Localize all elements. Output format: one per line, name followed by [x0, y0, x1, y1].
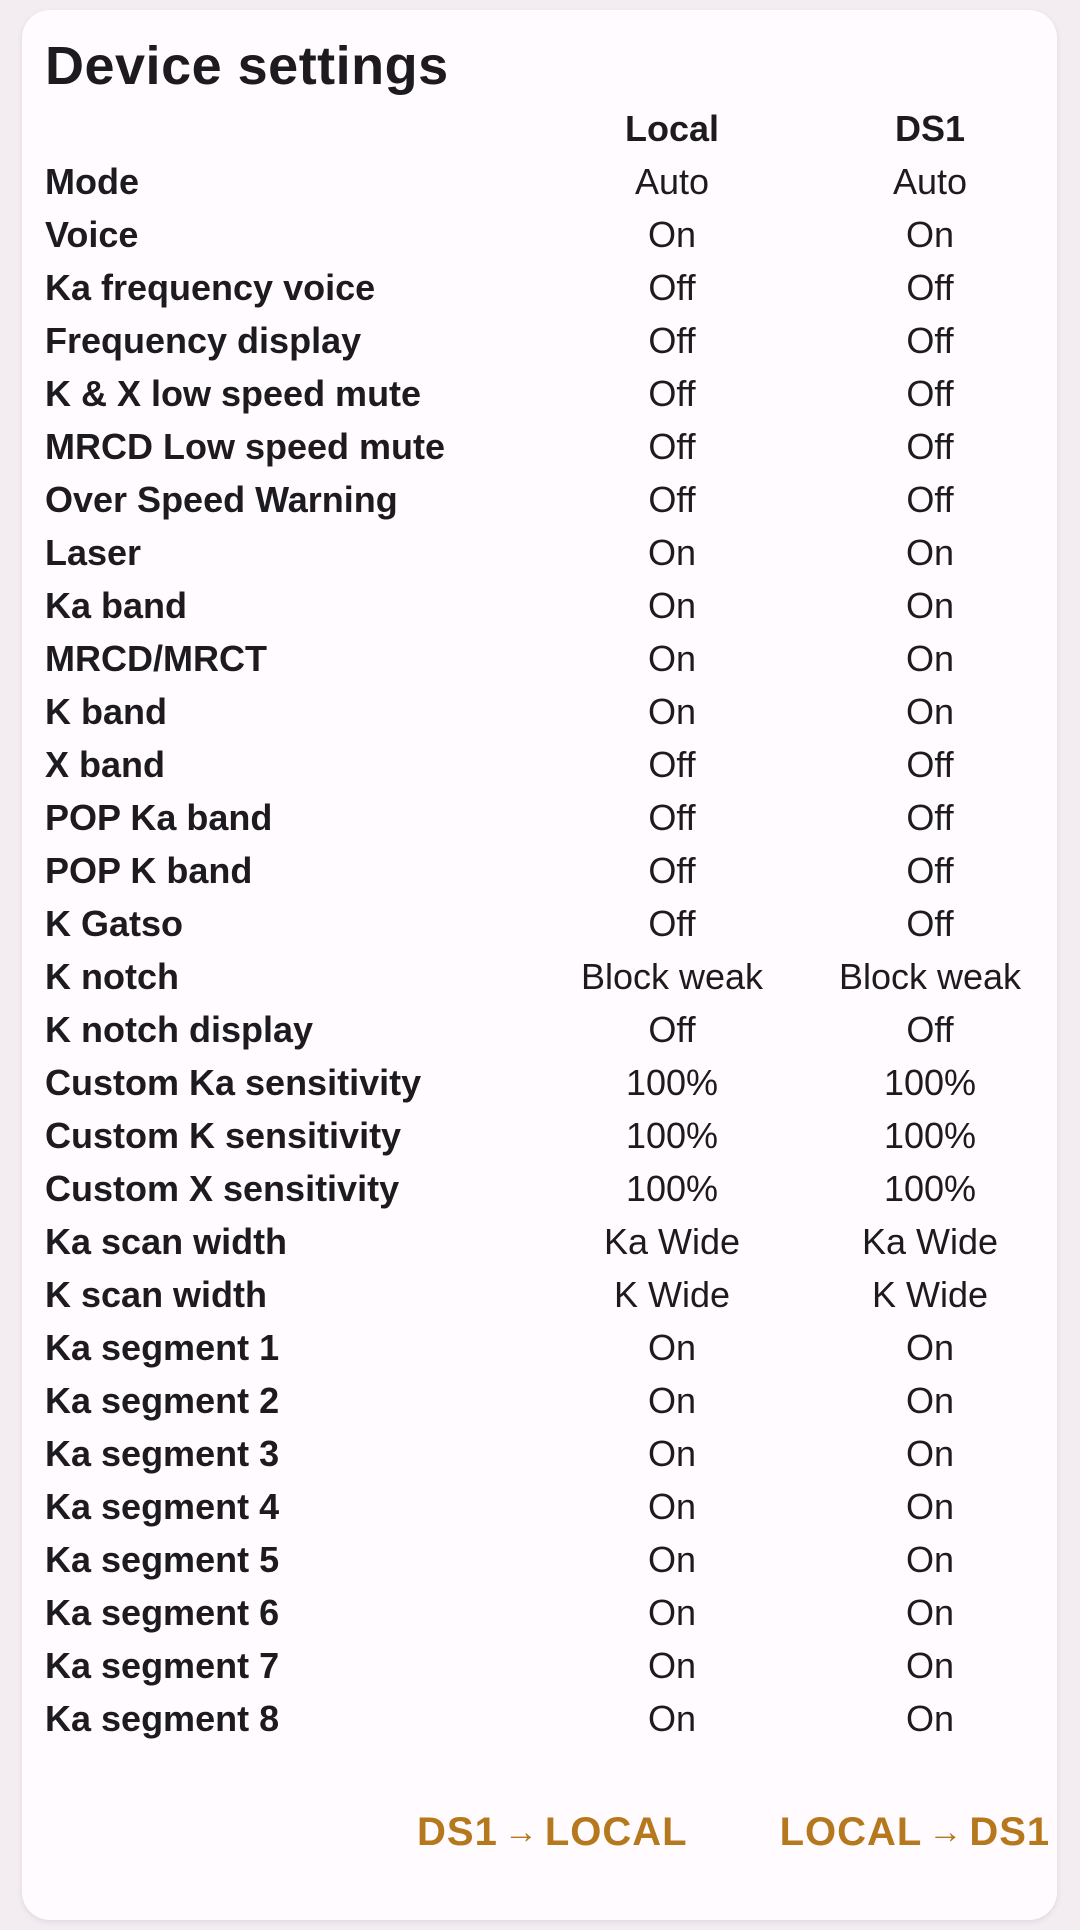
settings-row: [22, 1162, 1057, 1215]
setting-value-ds1: Block weak: [838, 956, 1022, 997]
page-title: Device settings: [45, 36, 449, 96]
setting-label: Custom Ka sensitivity: [45, 1062, 422, 1103]
copy-ds1-to-local-button[interactable]: [417, 1806, 688, 1861]
setting-label: Ka segment 6: [45, 1592, 280, 1633]
settings-row: [22, 1480, 1057, 1533]
setting-value-local: On: [647, 1327, 697, 1368]
setting-label: K notch: [45, 956, 179, 997]
setting-label: Ka segment 1: [45, 1327, 280, 1368]
setting-value-local: Auto: [634, 161, 710, 202]
setting-label: Ka frequency voice: [45, 267, 376, 308]
settings-row: [22, 738, 1057, 791]
setting-label: Ka segment 4: [45, 1486, 280, 1527]
setting-value-local: Off: [648, 797, 696, 838]
setting-value-ds1: On: [905, 1539, 955, 1580]
setting-value-local: 100%: [625, 1168, 719, 1209]
setting-value-ds1: On: [905, 214, 955, 255]
settings-row: [22, 526, 1057, 579]
setting-value-local: On: [647, 1592, 697, 1633]
settings-row: [22, 897, 1057, 950]
setting-label: Ka segment 3: [45, 1433, 280, 1474]
setting-label: X band: [45, 744, 166, 785]
setting-label: Ka segment 5: [45, 1539, 280, 1580]
setting-value-ds1: On: [905, 1592, 955, 1633]
setting-value-local: On: [647, 1698, 697, 1739]
setting-value-local: 100%: [625, 1115, 719, 1156]
setting-value-ds1: Off: [906, 373, 954, 414]
setting-value-local: On: [647, 532, 697, 573]
setting-value-ds1: Auto: [892, 161, 968, 202]
column-header-local: Local: [624, 108, 720, 149]
setting-value-local: Off: [648, 903, 696, 944]
settings-row: [22, 1374, 1057, 1427]
settings-row: [22, 1003, 1057, 1056]
setting-value-local: Block weak: [580, 956, 764, 997]
setting-value-ds1: Off: [906, 267, 954, 308]
copy-ds1-to-local-to-label: LOCAL: [544, 1810, 688, 1854]
setting-value-ds1: On: [905, 1486, 955, 1527]
setting-value-local: K Wide: [613, 1274, 731, 1315]
setting-value-local: On: [647, 1380, 697, 1421]
right-arrow-icon: →: [928, 1813, 964, 1851]
settings-row: [22, 420, 1057, 473]
setting-value-ds1: Off: [906, 744, 954, 785]
setting-value-ds1: 100%: [883, 1115, 977, 1156]
setting-value-ds1: On: [905, 1327, 955, 1368]
copy-ds1-to-local-from-label: DS1: [417, 1810, 498, 1854]
setting-value-ds1: Off: [906, 479, 954, 520]
settings-row: [22, 1109, 1057, 1162]
setting-value-local: On: [647, 1645, 697, 1686]
settings-row: [22, 579, 1057, 632]
settings-row: [22, 1639, 1057, 1692]
setting-value-local: Off: [648, 1009, 696, 1050]
settings-row: [22, 155, 1057, 208]
settings-row: [22, 1056, 1057, 1109]
setting-value-local: Off: [648, 267, 696, 308]
setting-value-ds1: On: [905, 1698, 955, 1739]
setting-label: Custom X sensitivity: [45, 1168, 400, 1209]
setting-value-local: On: [647, 1433, 697, 1474]
setting-label: Voice: [45, 214, 139, 255]
setting-label: MRCD Low speed mute: [45, 426, 446, 467]
setting-label: K Gatso: [45, 903, 184, 944]
setting-label: Laser: [45, 532, 142, 573]
setting-value-ds1: Off: [906, 320, 954, 361]
right-arrow-icon: →: [503, 1813, 539, 1851]
setting-value-local: On: [647, 585, 697, 626]
setting-value-local: Off: [648, 426, 696, 467]
settings-row: [22, 1692, 1057, 1745]
settings-row: [22, 1215, 1057, 1268]
settings-row: [22, 208, 1057, 261]
setting-value-ds1: 100%: [883, 1168, 977, 1209]
setting-label: Custom K sensitivity: [45, 1115, 402, 1156]
setting-value-local: Off: [648, 373, 696, 414]
setting-value-ds1: On: [905, 585, 955, 626]
setting-value-local: On: [647, 1486, 697, 1527]
setting-label: K band: [45, 691, 167, 732]
settings-table: [22, 155, 1057, 1745]
setting-label: Ka scan width: [45, 1221, 288, 1262]
setting-value-ds1: Off: [906, 903, 954, 944]
setting-value-ds1: Ka Wide: [861, 1221, 999, 1262]
setting-value-local: Off: [648, 850, 696, 891]
settings-row: [22, 367, 1057, 420]
device-settings-card: [22, 10, 1057, 1920]
setting-value-local: Off: [648, 479, 696, 520]
settings-row: [22, 261, 1057, 314]
settings-row: [22, 844, 1057, 897]
settings-row: [22, 632, 1057, 685]
setting-value-local: Off: [648, 320, 696, 361]
setting-value-ds1: On: [905, 691, 955, 732]
settings-row: [22, 1268, 1057, 1321]
column-header-row: [22, 102, 1057, 155]
setting-value-local: 100%: [625, 1062, 719, 1103]
setting-value-ds1: On: [905, 532, 955, 573]
setting-label: K & X low speed mute: [45, 373, 422, 414]
settings-row: [22, 314, 1057, 367]
copy-local-to-ds1-button[interactable]: [780, 1806, 1051, 1861]
settings-row: [22, 1427, 1057, 1480]
setting-value-local: Ka Wide: [603, 1221, 741, 1262]
setting-value-ds1: Off: [906, 850, 954, 891]
copy-local-to-ds1-to-label: DS1: [969, 1810, 1051, 1854]
setting-value-ds1: K Wide: [871, 1274, 989, 1315]
setting-value-local: On: [647, 214, 697, 255]
settings-row: [22, 791, 1057, 844]
setting-value-local: On: [647, 638, 697, 679]
sync-actions-row: [22, 1807, 1057, 1860]
setting-label: Ka band: [45, 585, 188, 626]
setting-value-ds1: On: [905, 1380, 955, 1421]
settings-row: [22, 950, 1057, 1003]
setting-value-ds1: Off: [906, 797, 954, 838]
settings-row: [22, 1321, 1057, 1374]
column-header-ds1: DS1: [894, 108, 966, 149]
copy-local-to-ds1-from-label: LOCAL: [779, 1810, 923, 1854]
setting-label: Over Speed Warning: [45, 479, 398, 520]
setting-value-ds1: Off: [906, 1009, 954, 1050]
setting-value-ds1: Off: [906, 426, 954, 467]
setting-value-local: Off: [648, 744, 696, 785]
setting-label: K scan width: [45, 1274, 268, 1315]
setting-value-ds1: On: [905, 1433, 955, 1474]
setting-value-local: On: [647, 1539, 697, 1580]
setting-value-ds1: On: [905, 1645, 955, 1686]
setting-label: Ka segment 8: [45, 1698, 280, 1739]
setting-label: K notch display: [45, 1009, 314, 1050]
setting-label: Mode: [45, 161, 139, 202]
setting-label: POP K band: [45, 850, 253, 891]
setting-value-ds1: On: [905, 638, 955, 679]
setting-label: Frequency display: [45, 320, 362, 361]
settings-row: [22, 473, 1057, 526]
settings-row: [22, 685, 1057, 738]
setting-label: Ka segment 7: [45, 1645, 280, 1686]
settings-row: [22, 1586, 1057, 1639]
setting-value-local: On: [647, 691, 697, 732]
setting-value-ds1: 100%: [883, 1062, 977, 1103]
setting-label: Ka segment 2: [45, 1380, 280, 1421]
settings-row: [22, 1533, 1057, 1586]
setting-label: MRCD/MRCT: [45, 638, 267, 679]
setting-label: POP Ka band: [45, 797, 273, 838]
